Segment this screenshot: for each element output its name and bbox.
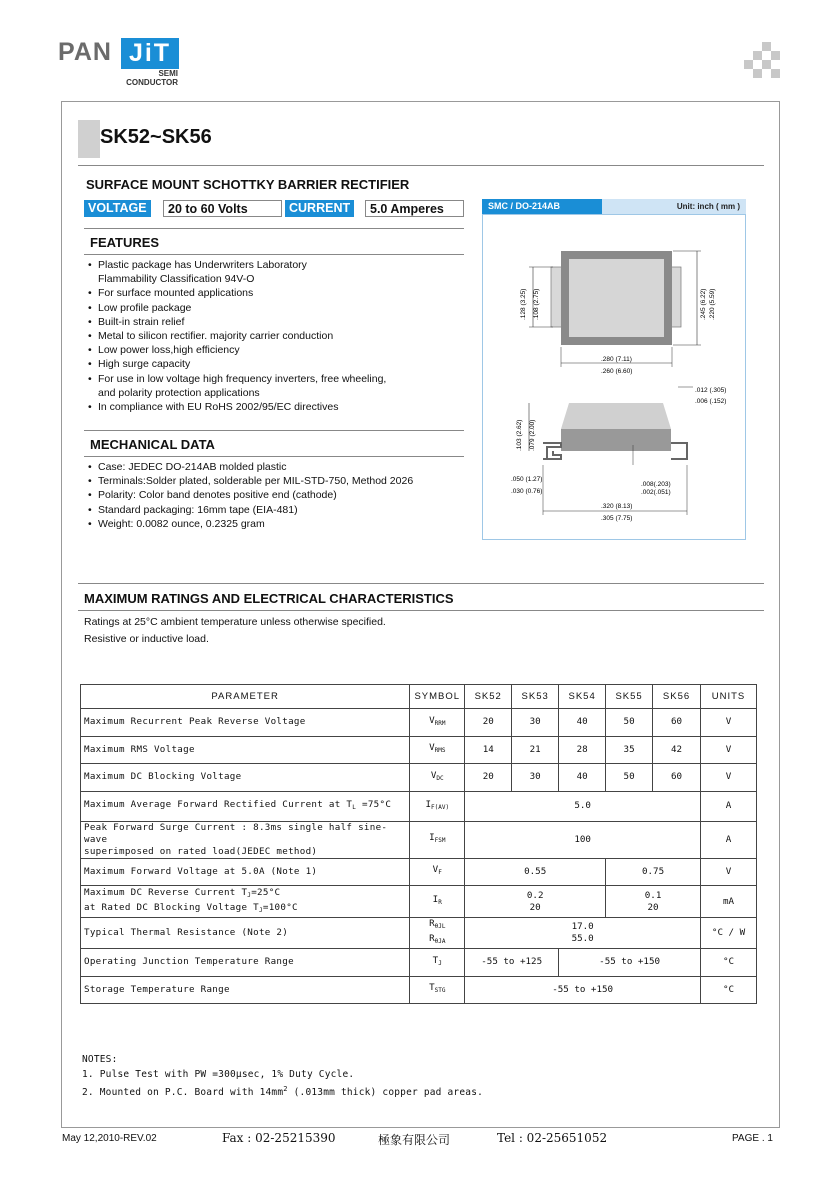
table-row: [81, 858, 757, 886]
value-cell: 50: [606, 709, 653, 737]
footer-fax: Fax : 02-25215390: [222, 1131, 336, 1145]
logo-jit: JiT: [121, 38, 179, 69]
table-row: [81, 736, 757, 764]
mechanical-item: • Weight: 0.0082 ounce, 0.2325 gram: [86, 517, 466, 531]
unit-cell: °C: [701, 949, 757, 977]
mechanical-bottom-rule: [84, 456, 464, 457]
lead-side-right: [671, 443, 687, 459]
features-list: [86, 258, 466, 414]
symbol-cell: $T_{STG}$: [410, 976, 465, 1004]
feature-item: • For use in low voltage high frequency inverters, free wheeling,: [86, 372, 466, 386]
ratings-bottom-rule: [78, 610, 764, 611]
table-row: [81, 709, 757, 737]
value-cell: -55 to +150: [559, 949, 701, 977]
dim-label: .245 (6.22): [700, 288, 707, 320]
value-cell: 0.55: [465, 858, 606, 886]
col-header: SYMBOL: [410, 685, 465, 709]
feature-item: • Built-in strain relief: [86, 315, 466, 329]
ratings-heading: MAXIMUM RATINGS AND ELECTRICAL CHARACTERISTICS: [84, 591, 454, 606]
param-cell: Maximum Forward Voltage at 5.0A (Note 1): [81, 858, 410, 886]
symbol-cell: $I_{FSM}$: [410, 821, 465, 858]
table-row: [81, 918, 757, 949]
unit-cell: mA: [701, 886, 757, 918]
feature-item: • High surge capacity: [86, 357, 466, 371]
col-header: SK54: [559, 685, 606, 709]
value-cell: 30: [512, 709, 559, 737]
table-row: [81, 886, 757, 918]
col-header: UNITS: [701, 685, 757, 709]
dim-label: .079 (2.00): [529, 419, 536, 451]
dim-label: .103 (2.62): [516, 419, 523, 451]
value-cell: 5.0: [465, 791, 701, 821]
current-label: CURRENT: [285, 200, 354, 217]
package-drawing: [482, 214, 746, 540]
features-bottom-rule: [84, 254, 464, 255]
param-cell: Operating Junction Temperature Range: [81, 949, 410, 977]
value-cell: 30: [512, 764, 559, 792]
param-cell: Maximum DC Reverse Current $T_J=25^\circ C$ at Rated DC Blocking Voltage $T_J=100^\circ C$: [81, 886, 410, 918]
unit-cell: °C: [701, 976, 757, 1004]
param-cell: Maximum RMS Voltage: [81, 736, 410, 764]
value-cell: 50: [606, 764, 653, 792]
footer-tel: Tel : 02-25651052: [497, 1131, 608, 1145]
table-row: [81, 976, 757, 1004]
unit-cell: °C / W: [701, 918, 757, 949]
feature-item: • For surface mounted applications: [86, 286, 466, 300]
value-cell: 35: [606, 736, 653, 764]
note-1: 1. Pulse Test with PW =300μsec, 1% Duty Cycle.: [82, 1069, 355, 1080]
symbol-cell: $T_J$: [410, 949, 465, 977]
symbol-cell: $V_{RRM}$: [410, 709, 465, 737]
value-cell: 17.0 55.0: [465, 918, 701, 949]
value-cell: 28: [559, 736, 606, 764]
dim-label: .050 (1.27): [511, 476, 543, 483]
table-row: [81, 791, 757, 821]
features-heading: FEATURES: [90, 235, 160, 250]
value-cell: 20: [465, 709, 512, 737]
col-header: SK53: [512, 685, 559, 709]
mechanical-top-rule: [84, 430, 464, 431]
dim-label: .260 (6.60): [601, 368, 633, 375]
package-outline-svg: [483, 215, 745, 539]
symbol-cell: $V_F$: [410, 858, 465, 886]
dim-label: .305 (7.75): [601, 515, 633, 522]
notes: [82, 1052, 483, 1100]
value-cell: -55 to +150: [465, 976, 701, 1004]
unit-cell: A: [701, 791, 757, 821]
dim-label: .320 (8.13): [601, 503, 633, 510]
note-2: 2. Mounted on P.C. Board with $14mm^2$ (.013mm thick) copper pad areas.: [82, 1085, 484, 1099]
dim-label: .108 (2.75): [533, 288, 540, 320]
current-value: 5.0 Amperes: [365, 200, 464, 217]
unit-cell: A: [701, 821, 757, 858]
ratings-note-1: Ratings at 25°C ambient temperature unless otherwise specified.: [84, 616, 386, 628]
value-cell: 42: [653, 736, 701, 764]
unit-cell: V: [701, 858, 757, 886]
ratings-top-rule: [78, 583, 764, 584]
symbol-cell: $I_{F(AV)}$: [410, 791, 465, 821]
page-title: SK52~SK56: [100, 126, 212, 148]
value-cell: -55 to +125: [465, 949, 559, 977]
feature-item: • In compliance with EU RoHS 2002/95/EC directives: [86, 400, 466, 414]
ratings-table: [80, 684, 757, 1004]
logo-subtitle: [122, 69, 178, 87]
col-header: SK52: [465, 685, 512, 709]
value-cell: 14: [465, 736, 512, 764]
feature-item: • Plastic package has Underwriters Laboratory: [86, 258, 466, 272]
feature-item: • Low profile package: [86, 301, 466, 315]
value-cell: 60: [653, 764, 701, 792]
symbol-cell: $V_{DC}$: [410, 764, 465, 792]
value-cell: 20: [465, 764, 512, 792]
product-subtitle: SURFACE MOUNT SCHOTTKY BARRIER RECTIFIER: [86, 177, 410, 192]
logo-pan: PAN: [58, 38, 112, 66]
title-divider: [78, 165, 764, 166]
unit-cell: V: [701, 764, 757, 792]
symbol-cell: $V_{RMS}$: [410, 736, 465, 764]
notes-title: NOTES:: [82, 1054, 118, 1065]
value-cell: 60: [653, 709, 701, 737]
dim-label: .128 (3.25): [520, 288, 527, 320]
value-cell: 21: [512, 736, 559, 764]
symbol-cell: $R_{\theta JL}$ $R_{\theta JA}$: [410, 918, 465, 949]
features-top-rule: [84, 228, 464, 229]
footer-company: 極象有限公司: [378, 1133, 451, 1147]
dim-label: .006 (.152): [695, 398, 727, 405]
param-cell: Maximum Recurrent Peak Reverse Voltage: [81, 709, 410, 737]
value-cell: 0.2 20: [465, 886, 606, 918]
value-cell: 0.75: [606, 858, 701, 886]
symbol-cell: $I_R$: [410, 886, 465, 918]
value-cell: 40: [559, 709, 606, 737]
package-name: SMC / DO-214AB: [482, 199, 602, 214]
table-row: [81, 949, 757, 977]
feature-item: • Low power loss,high efficiency: [86, 343, 466, 357]
title-accent: [78, 120, 100, 158]
col-header: PARAMETER: [81, 685, 410, 709]
param-cell: Maximum Average Forward Rectified Current at $T_L =75^\circ C$: [81, 791, 410, 821]
footer-page: PAGE . 1: [732, 1133, 773, 1144]
dim-label: .280 (7.11): [601, 356, 632, 363]
body-side-top: [561, 403, 671, 429]
checker-pattern-icon: [744, 42, 780, 78]
voltage-label: VOLTAGE: [84, 200, 151, 217]
dim-label: .002(.051): [641, 489, 671, 496]
voltage-value: 20 to 60 Volts: [163, 200, 282, 217]
logo-sub-line1: SEMI: [158, 69, 178, 78]
lead-side-left: [543, 443, 561, 459]
mechanical-list: [86, 460, 466, 531]
col-header: SK56: [653, 685, 701, 709]
param-cell: Peak Forward Surge Current : 8.3ms single half sine-wave superimposed on rated load(JEDEC method): [81, 821, 410, 858]
mechanical-item: • Standard packaging: 16mm tape (EIA-481): [86, 503, 466, 517]
unit-cell: V: [701, 709, 757, 737]
param-cell: Maximum DC Blocking Voltage: [81, 764, 410, 792]
ratings-note-2: Resistive or inductive load.: [84, 633, 209, 645]
unit-cell: V: [701, 736, 757, 764]
feature-item: • Metal to silicon rectifier. majority carrier conduction: [86, 329, 466, 343]
mechanical-item: • Terminals:Solder plated, solderable per MIL-STD-750, Method 2026: [86, 474, 466, 488]
dim-label: .012 (.305): [695, 387, 727, 394]
package-header: [482, 199, 746, 214]
dim-label: .220 (5.59): [709, 288, 716, 320]
package-unit: Unit: inch ( mm ): [676, 202, 740, 211]
param-cell: Typical Thermal Resistance (Note 2): [81, 918, 410, 949]
table-header-row: [81, 685, 757, 709]
mechanical-item: • Polarity: Color band denotes positive end (cathode): [86, 488, 466, 502]
dim-label: .030 (0.76): [511, 488, 543, 495]
table-row: [81, 821, 757, 858]
col-header: SK55: [606, 685, 653, 709]
feature-item: Flammability Classification 94V-O: [98, 273, 255, 286]
table-row: [81, 764, 757, 792]
body-top-face: [569, 259, 664, 337]
feature-item: and polarity protection applications: [98, 386, 260, 399]
param-cell: Storage Temperature Range: [81, 976, 410, 1004]
value-cell: 100: [465, 821, 701, 858]
value-cell: 40: [559, 764, 606, 792]
mechanical-item: • Case: JEDEC DO-214AB molded plastic: [86, 460, 466, 474]
logo-sub-line2: CONDUCTOR: [126, 78, 178, 87]
body-side: [561, 429, 671, 451]
mechanical-heading: MECHANICAL DATA: [90, 437, 215, 452]
value-cell: 0.1 20: [606, 886, 701, 918]
footer-date: May 12,2010-REV.02: [62, 1133, 157, 1144]
dim-label: .008(.203): [641, 481, 671, 488]
